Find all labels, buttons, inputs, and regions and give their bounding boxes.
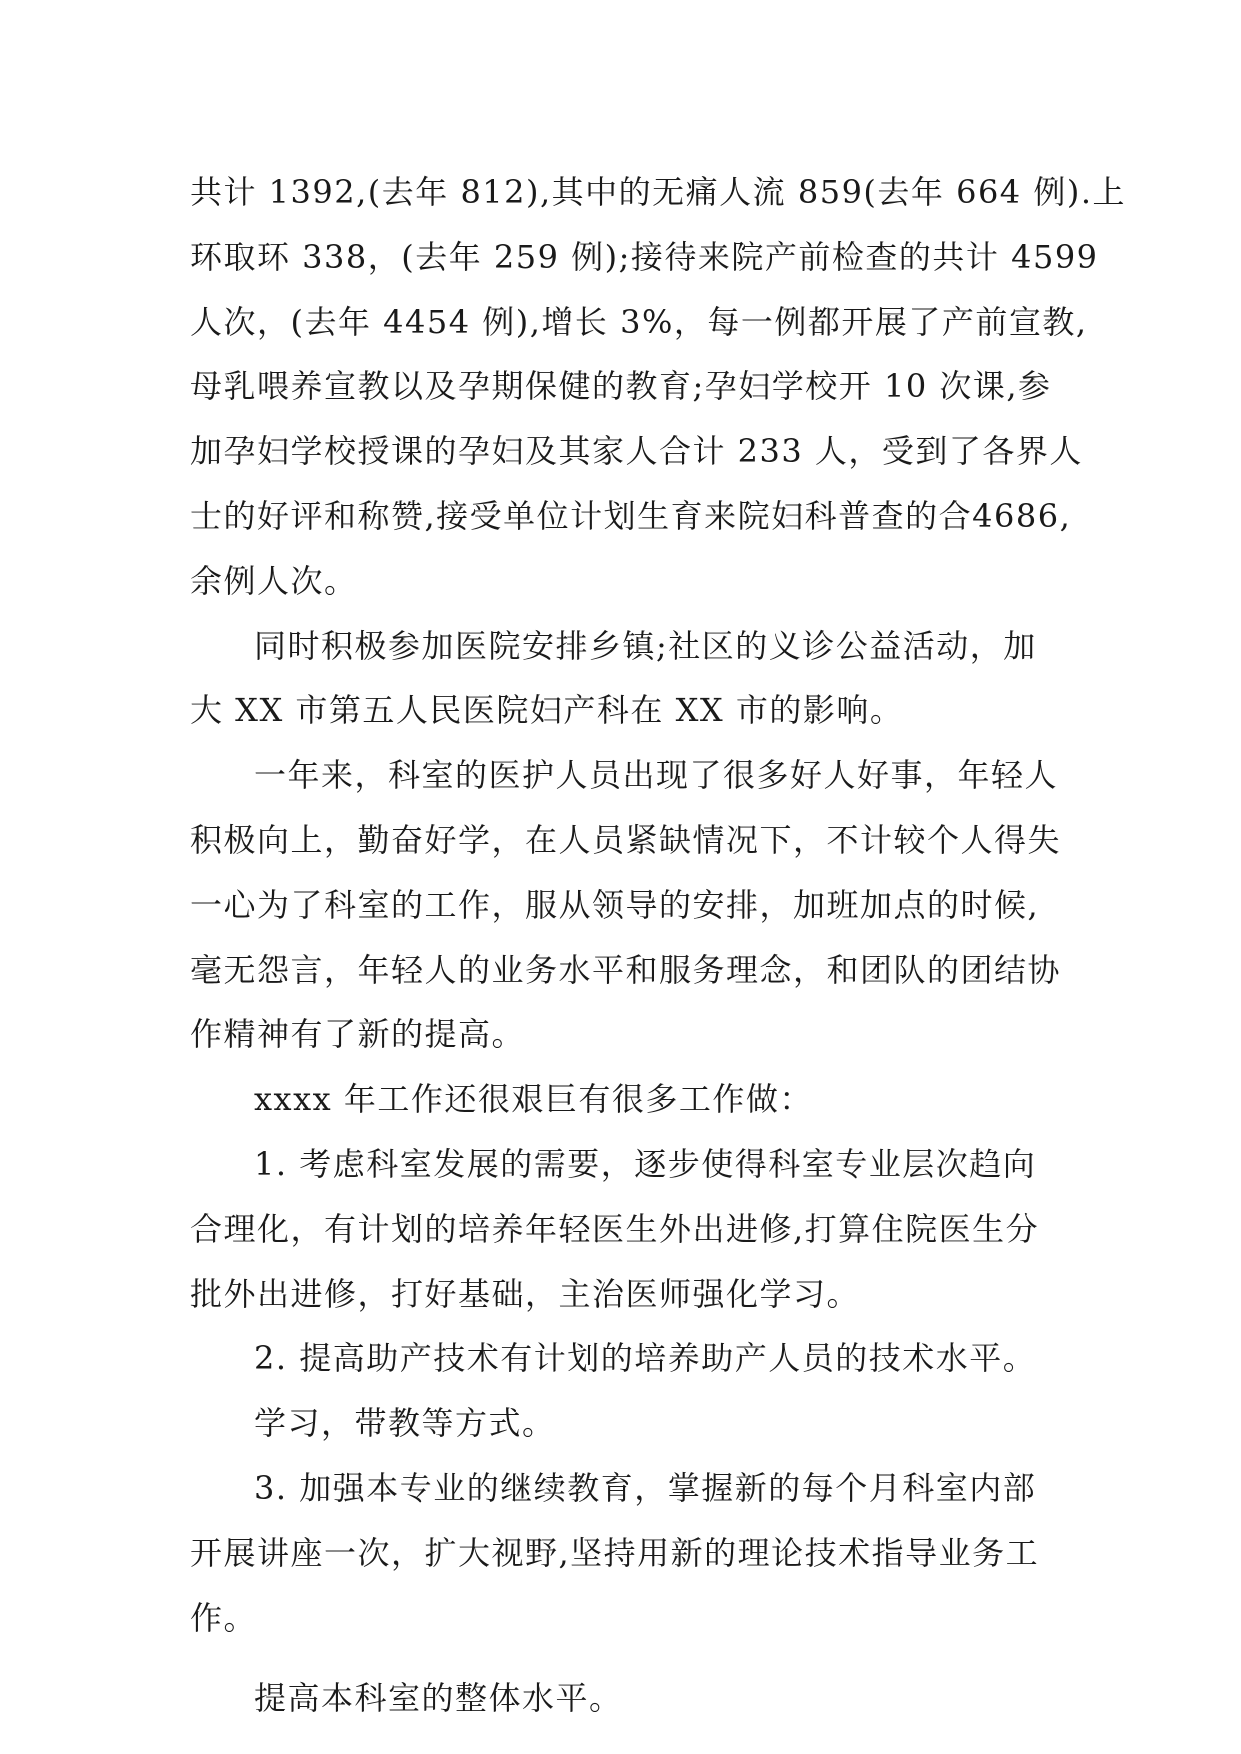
text-line: 作精神有了新的提高。 [190,1015,526,1054]
list-item-line: 3. 加强本专业的继续教育，掌握新的每个月科室内部 [254,1468,1037,1507]
text-line: 大 XX 市第五人民医院妇产科在 XX 市的影响。 [190,691,904,730]
list-item-line: 1. 考虑科室发展的需要，逐步使得科室专业层次趋向 [254,1144,1037,1183]
text-line: 作。 [190,1598,258,1637]
text-line: 共计 1392,(去年 812),其中的无痛人流 859(去年 664 例).上 [190,173,1126,211]
text-line: 毫无怨言，年轻人的业务水平和服务理念，和团队的团结协 [190,950,1062,989]
text-line: 士的好评和称赞,接受单位计划生育来院妇科普查的合4686, [190,496,1072,535]
text-line: 环取环 338，(去年 259 例);接待来院产前检查的共计 4599 [190,237,1099,276]
document-body [190,160,1126,1731]
text-line: 开展讲座一次，扩大视野,坚持用新的理论技术指导业务工 [190,1533,1040,1572]
text-line: 一心为了科室的工作，服从领导的安排，加班加点的时候, [190,885,1040,924]
text-line: 余例人次。 [190,561,358,600]
text-line: 人次，(去年 4454 例),增长 3%，每一例都开展了产前宣教, [190,302,1088,341]
list-item-line: 2. 提高助产技术有计划的培养助产人员的技术水平。 [254,1339,1037,1378]
paragraph-start-line: 提高本科室的整体水平。 [254,1679,623,1718]
paragraph-start-line: 同时积极参加医院安排乡镇;社区的义诊公益活动，加 [254,626,1037,665]
text-line: 母乳喂养宣教以及孕期保健的教育;孕妇学校开 10 次课,参 [190,367,1052,406]
text-line: 积极向上，勤奋好学，在人员紧缺情况下，不计较个人得失 [190,820,1062,859]
paragraph-start-line: xxxx 年工作还很艰巨有很多工作做： [254,1080,813,1119]
text-line: 批外出进修，打好基础，主治医师强化学习。 [190,1274,861,1313]
text-line: 合理化，有计划的培养年轻医生外出进修,打算住院医生分 [190,1209,1040,1248]
text-line: 学习，带教等方式。 [254,1404,556,1443]
text-line: 加孕妇学校授课的孕妇及其家人合计 233 人，受到了各界人 [190,432,1083,471]
paragraph-start-line: 一年来，科室的医护人员出现了很多好人好事，年轻人 [254,756,1059,795]
paragraph-gap [190,1650,1050,1666]
